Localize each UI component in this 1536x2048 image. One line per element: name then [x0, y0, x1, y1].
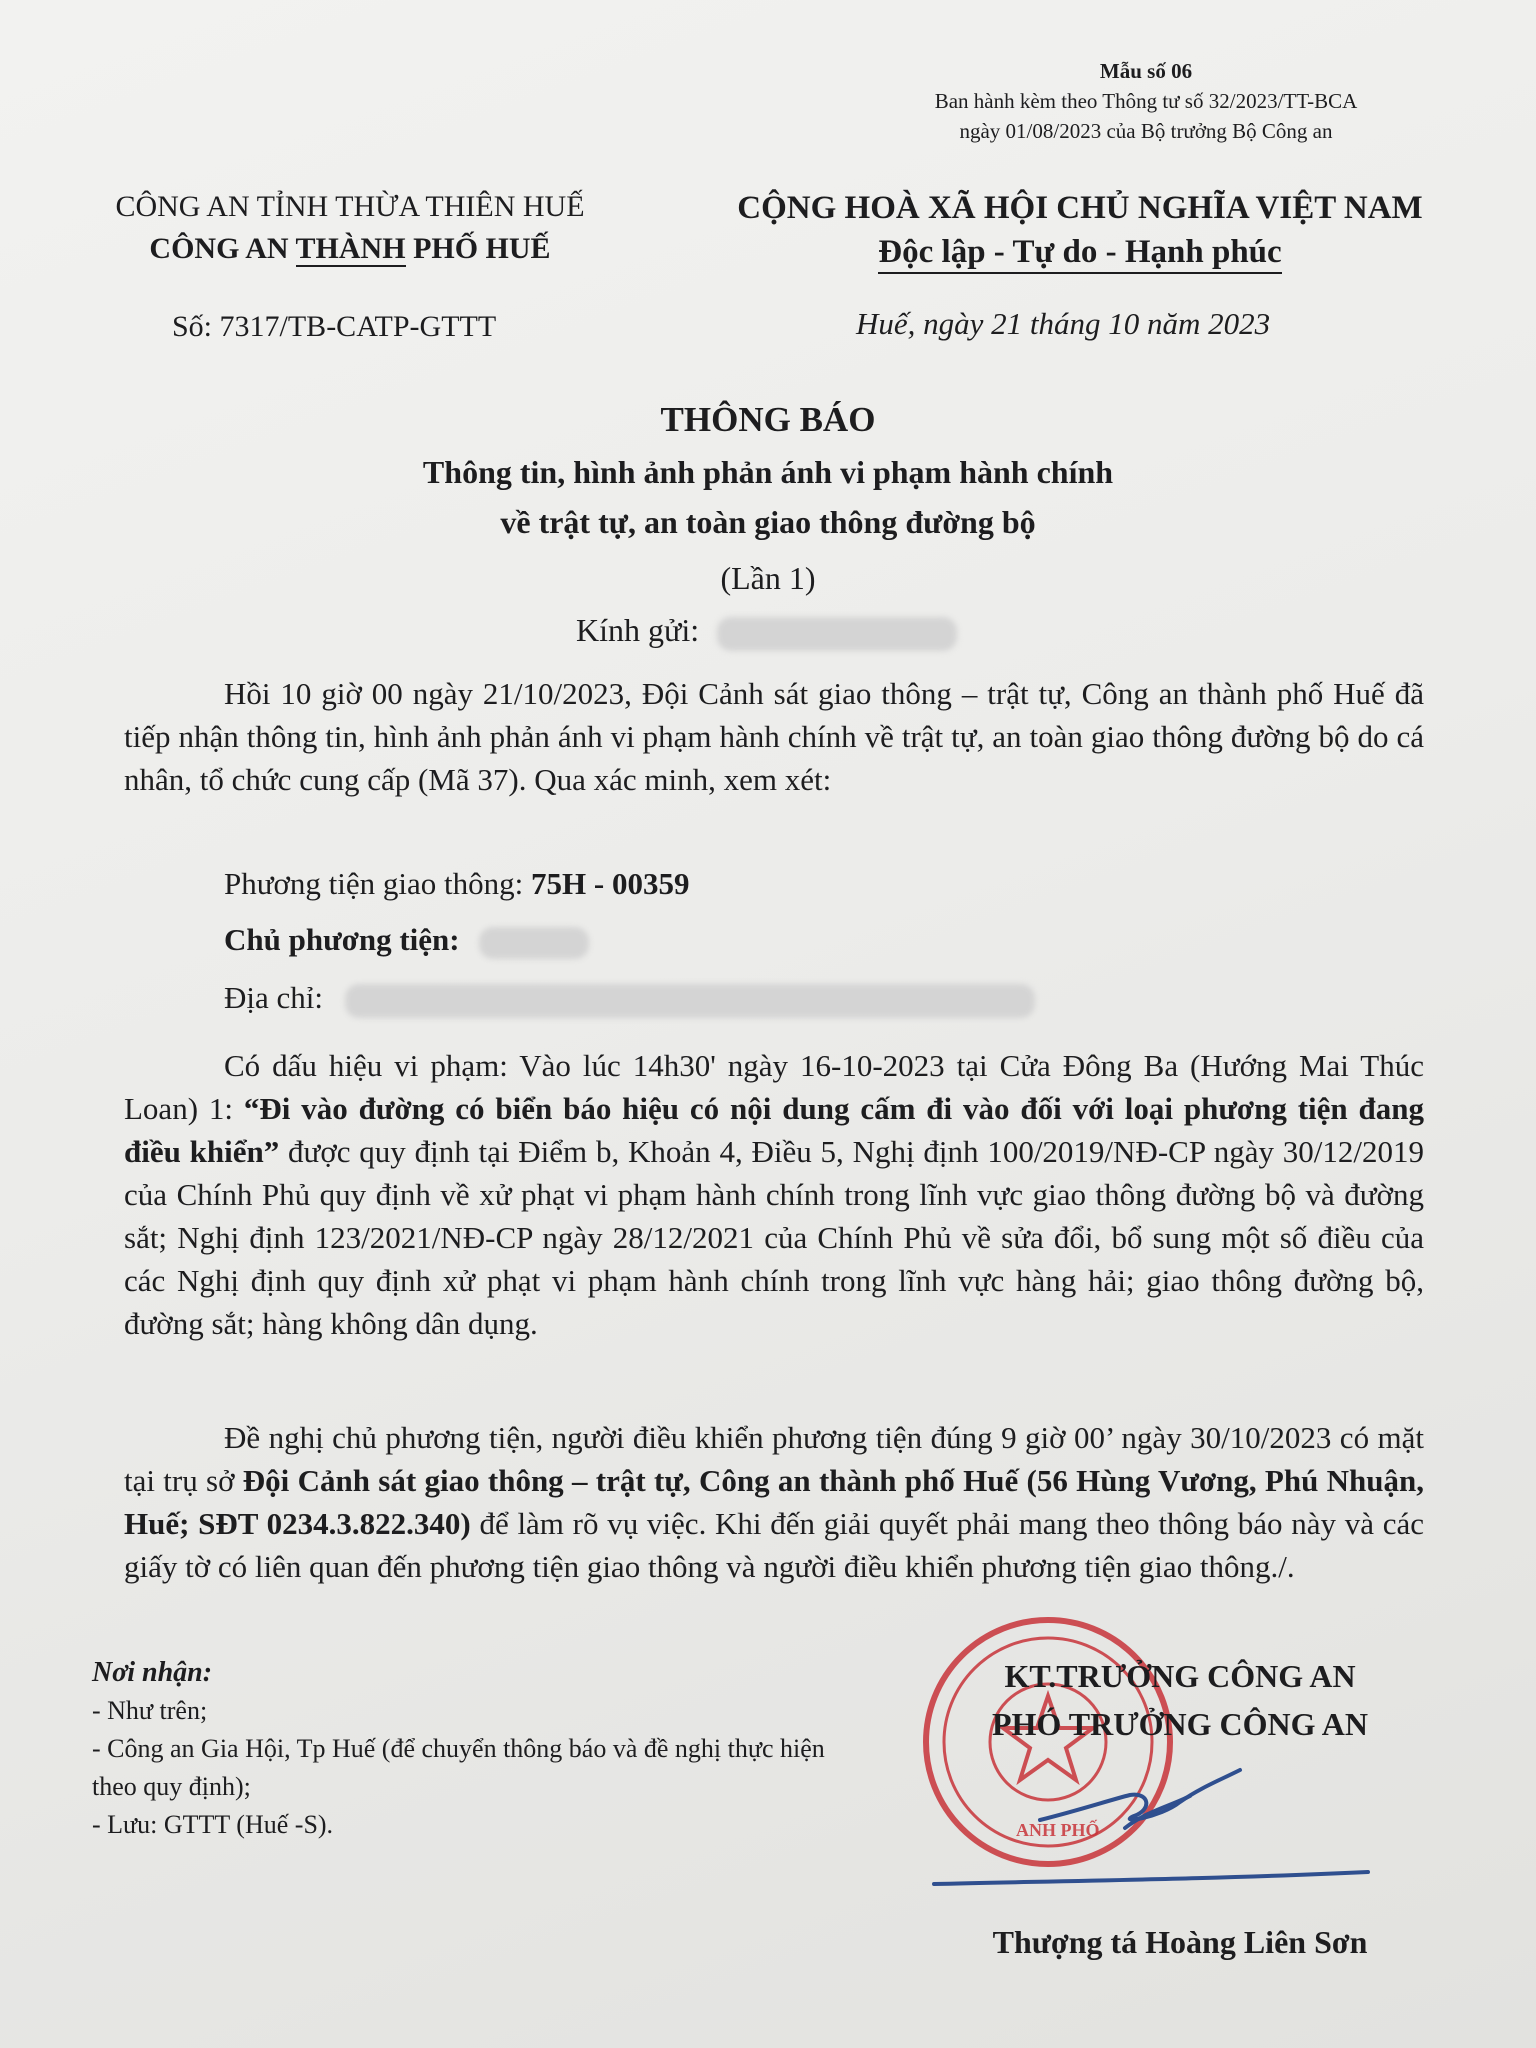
- issuing-unit: [60, 228, 640, 270]
- violation-intro: Có dấu hiệu vi phạm: Vào lúc 14h30' ngày 16-10-2023 tại Cửa Đông Ba (Hướng Mai Thúc Loan) 1:: [124, 1048, 1424, 1126]
- request-rest: để làm rõ vụ việc. Khi đến giải quyết phải mang theo thông báo này và các giấy tờ có liên quan đến phương tiện giao thông và người điều khiển phương tiện giao thông./.: [124, 1506, 1424, 1584]
- handwritten-signature: [920, 1700, 1440, 1900]
- parent-agency: CÔNG AN TỈNH THỪA THIÊN HUẾ: [115, 190, 585, 223]
- request-location: Đội Cảnh sát giao thông – trật tự, Công an thành phố Huế (56 Hùng Vương, Phú Nhuận, Huế; SĐT 0234.3.822.340): [124, 1463, 1424, 1541]
- signature-title-2: PHÓ TRƯỞNG CÔNG AN: [991, 1706, 1368, 1742]
- issuing-unit-underlined: THÀNH: [295, 232, 406, 265]
- recipient-item: - Lưu: GTTT (Huế -S).: [92, 1810, 334, 1839]
- recipient-label: Kính gửi:: [576, 612, 700, 648]
- place-date: Huế, ngày 21 tháng 10 năm 2023: [856, 306, 1271, 341]
- address-label: Địa chỉ:: [224, 980, 323, 1015]
- owner-label: Chủ phương tiện:: [224, 922, 460, 957]
- address-field: [224, 980, 1035, 1018]
- document-number: Số: 7317/TB-CATP-GTTT: [172, 310, 497, 343]
- signature-title-1: KT.TRƯỞNG CÔNG AN: [1004, 1658, 1356, 1694]
- redacted-address: [345, 984, 1035, 1018]
- owner-field: [224, 922, 589, 959]
- form-issued-date: ngày 01/08/2023 của Bộ trưởng Bộ Công an: [959, 119, 1333, 143]
- national-header: [690, 186, 1470, 274]
- vehicle-field: [224, 866, 689, 902]
- violation-description: “Đi vào đường có biển báo hiệu có nội dung cấm đi vào đối với loại phương tiện đang điều khiển”: [124, 1091, 1424, 1169]
- recipient-item: - Công an Gia Hội, Tp Huế (để chuyển thông báo và đề nghị thực hiện theo quy định);: [92, 1734, 825, 1801]
- recipients-block: [92, 1654, 852, 1844]
- issuing-unit-part: PHỐ HUẾ: [405, 232, 551, 265]
- agency-header: [60, 186, 640, 270]
- document-title: THÔNG BÁO: [660, 400, 876, 439]
- document-subtitle-2: về trật tự, an toàn giao thông đường bộ: [500, 504, 1036, 540]
- vehicle-label: Phương tiện giao thông:: [224, 866, 532, 901]
- national-motto-wrap: [690, 230, 1470, 274]
- paragraph-violation: [124, 1044, 1424, 1345]
- request-intro: Đề nghị chủ phương tiện, người điều khiển phương tiện đúng 9 giờ 00’ ngày 30/10/2023 có mặt tại trụ sở: [124, 1420, 1424, 1498]
- form-number: Mẫu số 06: [1099, 59, 1193, 83]
- paragraph-request: [124, 1416, 1424, 1588]
- recipient-line: [576, 612, 957, 651]
- recipients-heading: Nơi nhận:: [92, 1657, 213, 1688]
- vehicle-plate: 75H - 00359: [531, 866, 690, 901]
- notice-count: (Lần 1): [720, 560, 816, 596]
- paragraph-intro: Hồi 10 giờ 00 ngày 21/10/2023, Đội Cảnh sát giao thông – trật tự, Công an thành phố Huế đã tiếp nhận thông tin, hình ảnh phản ánh vi phạm hành chính về trật tự, an toàn giao thông đường bộ do cá nhân, tổ chức cung cấp (Mã 37). Qua xác minh, xem xét:: [124, 676, 1424, 797]
- document-subtitle-1: Thông tin, hình ảnh phản ánh vi phạm hành chính: [422, 454, 1114, 490]
- signer-name: Thượng tá Hoàng Liên Sơn: [992, 1924, 1368, 1960]
- redacted-owner: [479, 927, 589, 959]
- violation-legal-basis: được quy định tại Điểm b, Khoản 4, Điều 5, Nghị định 100/2019/NĐ-CP ngày 30/12/2019 của Chính Phủ quy định về xử phạt vi phạm hành chính trong lĩnh vực giao thông đường bộ và đường sắt; Nghị định 123/2021/NĐ-CP ngày 28/12/2021 của Chính Phủ về sửa đổi, bổ sung một số điều của các Nghị định quy định xử phạt vi phạm hành chính trong lĩnh vực hàng hải; giao thông đường bộ, đường sắt; hàng không dân dụng.: [124, 1134, 1424, 1341]
- recipient-item: - Như trên;: [92, 1696, 208, 1725]
- form-issued-with: Ban hành kèm theo Thông tư số 32/2023/TT-BCA: [934, 89, 1358, 113]
- seal-text: ANH PHỐ: [1016, 1820, 1100, 1840]
- form-header: [886, 56, 1406, 146]
- national-name: CỘNG HOÀ XÃ HỘI CHỦ NGHĨA VIỆT NAM: [737, 190, 1423, 226]
- issuing-unit-part: CÔNG AN: [149, 232, 296, 265]
- redacted-recipient: [717, 617, 957, 651]
- national-motto: Độc lập - Tự do - Hạnh phúc: [878, 234, 1281, 274]
